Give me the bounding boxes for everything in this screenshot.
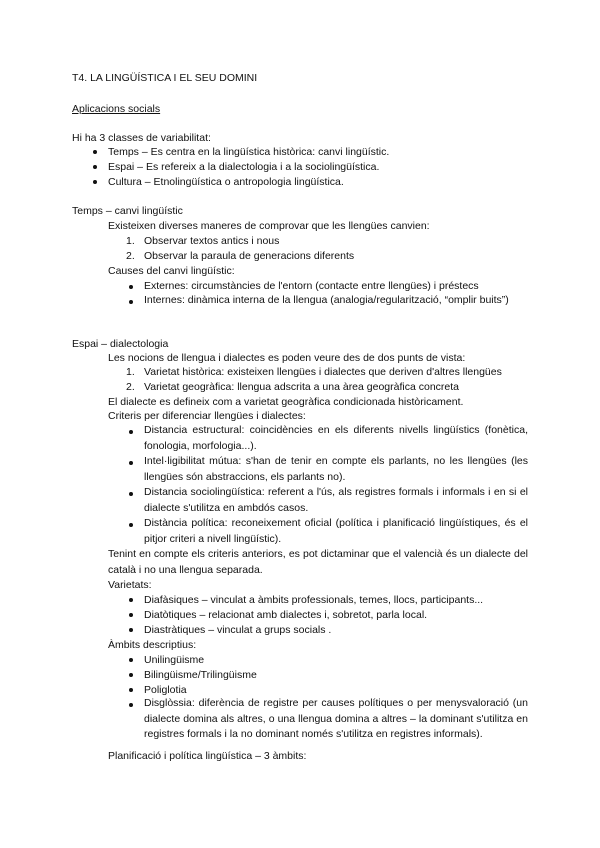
varietat-item: Diatòtiques – relacionat amb dialectes i, sobretot, parla local. [144, 609, 428, 621]
dialect-definition: El dialecte es defineix com a varietat geogràfica condicionada històricament. [108, 396, 464, 408]
criteria-item: Distancia sociolingüística: referent a l'ús, als registres formals i informals i en si el dialecte s'utilitza en ambdós casos. [144, 486, 528, 514]
section-heading: Aplicacions socials [72, 103, 161, 115]
list-number: 1. [126, 235, 135, 247]
list-number: 2. [126, 250, 135, 262]
list-number: 1. [126, 366, 135, 378]
varietat-item: Diastràtiques – vinculat a grups socials . [144, 624, 332, 636]
bullet-icon [93, 165, 97, 169]
bullet-icon [129, 598, 133, 602]
bullet-icon [129, 430, 133, 434]
intro-bullet: Cultura – Etnolingüística o antropologia lingüística. [108, 176, 344, 188]
varietats-label: Varietats: [108, 579, 152, 591]
planificacio-text: Planificació i política lingüística – 3 àmbits: [108, 750, 307, 762]
espai-intro: Les nocions de llengua i dialectes es poden veure des de dos punts de vista: [108, 352, 466, 364]
bullet-icon [129, 628, 133, 632]
bullet-icon [93, 150, 97, 154]
ambit-item: Poliglotia [144, 684, 187, 696]
ambit-item: Disglòssia: diferència de registre per causes polítiques o per menysvaloració (un dialecte domina als altres, o una llengua domina a altres – la dominant s'utilitza en registres formals i la no dominant només s'utilitza en registres informals). [144, 697, 528, 740]
list-number: 2. [126, 381, 135, 393]
list-item: Varietat geogràfica: llengua adscrita a una àrea geogràfica concreta [144, 381, 460, 393]
bullet-icon [129, 285, 133, 289]
ambits-label: Àmbits descriptius: [108, 639, 197, 651]
ambit-item: Bilingüisme/Trilingüisme [144, 669, 257, 681]
criteria-label: Criteris per diferenciar llengües i dialectes: [108, 410, 306, 422]
causes-label: Causes del canvi lingüístic: [108, 265, 235, 277]
bullet-icon [129, 461, 133, 465]
ambit-item: Unilingüisme [144, 654, 205, 666]
bullet-icon [93, 180, 97, 184]
cause-item: Internes: dinàmica interna de la llengua (analogia/regularització, “omplir buits”) [144, 294, 509, 306]
temps-intro: Existeixen diverses maneres de comprovar que les llengües canvien: [108, 220, 430, 232]
criteria-item: Distancia estructural: coincidències en els diferents nivells lingüístics (fonètica, fonologia, morfologia...). [144, 424, 528, 452]
bullet-icon [129, 523, 133, 527]
intro-bullet: Temps – Es centra en la lingüística històrica: canvi lingüístic. [108, 146, 390, 158]
conclusion-text: Tenint en compte els criteris anteriors, es pot dictaminar que el valencià és un dialecte del català i no una llengua separada. [108, 548, 528, 576]
espai-heading: Espai – dialectologia [72, 338, 169, 350]
cause-item: Externes: circumstàncies de l'entorn (contacte entre llengües) i préstecs [144, 280, 479, 292]
document-title: T4. LA LINGÜÍSTICA I EL SEU DOMINI [72, 72, 258, 84]
bullet-icon [129, 688, 133, 692]
list-item: Observar textos antics i nous [144, 235, 280, 247]
criteria-item: Intel·ligibilitat mútua: s'han de tenir en compte els parlants, no les llengües (les llengües són abstraccions, els parlants no). [144, 455, 528, 483]
intro-bullet: Espai – Es refereix a la dialectologia i a la sociolingüística. [108, 161, 380, 173]
temps-heading: Temps – canvi lingüístic [72, 205, 183, 217]
list-item: Varietat històrica: existeixen llengües i dialectes que deriven d'altres llengües [144, 366, 502, 378]
bullet-icon [129, 613, 133, 617]
varietat-item: Diafàsiques – vinculat a àmbits professionals, temes, llocs, participants... [144, 594, 484, 606]
bullet-icon [129, 492, 133, 496]
bullet-icon [129, 658, 133, 662]
bullet-icon [129, 673, 133, 677]
bullet-icon [129, 703, 133, 707]
criteria-item: Distància política: reconeixement oficial (política i planificació lingüístiques, és el pitjor criteri a nivell lingüístic). [144, 517, 528, 545]
bullet-icon [129, 300, 133, 304]
intro-text: Hi ha 3 classes de variabilitat: [72, 132, 211, 144]
list-item: Observar la paraula de generacions diferents [144, 250, 355, 262]
